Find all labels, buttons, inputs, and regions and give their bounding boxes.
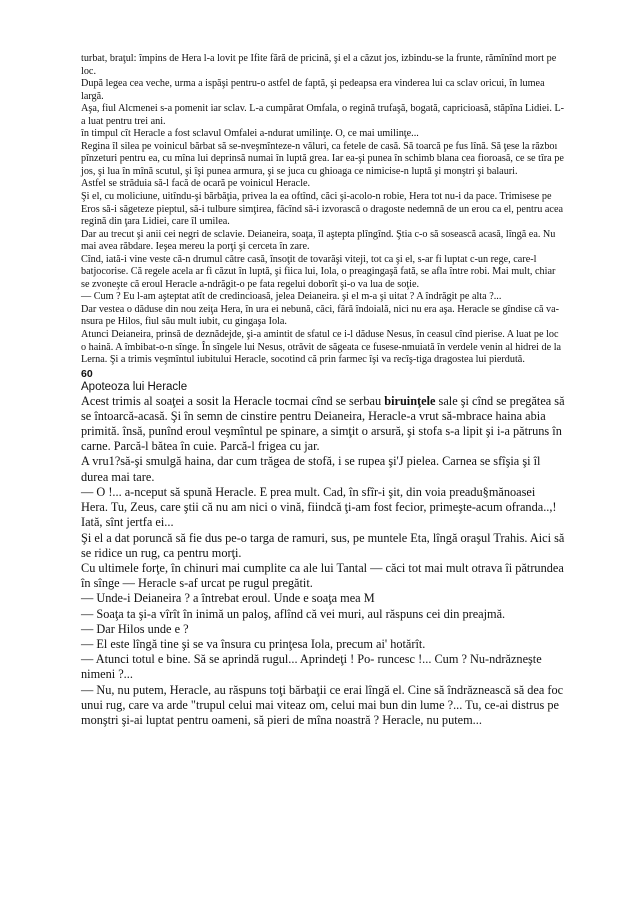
paragraph: Şi el, cu moliciune, uitîndu-şi bărbăţia, privea la ea oftînd, căci şi-acolo-n robie, Hera tot nu-i da pace. Trimisese pe Eros să-i săgeteze pieptul, să-i tulbure simţirea, făcînd să-i izvorască o dragoste nedemnă de un erou ca el, pentru acea regină din ţara Lidiei, care îl umilea.	[81, 191, 564, 228]
paragraph-text: sale şi cînd se pregătea să se întoarcă-acasă. Şi în semn de cinstire pentru Deianeira, Heracle-a vrut să-mbrace haina abia primită. însă, punînd eroul veşmîntul pe spinare, a simţit o arsură, şi stofa s-a lipit şi i-a pătruns în carne. Parcă-l bătea în cuie. Parcă-l frigea cu jar.	[81, 393, 565, 454]
paragraph: — Nu, nu putem, Heracle, au răspuns toţi bărbaţii ce erai lîngă el. Cine să îndrăznească să dea foc unui rug, care va arde "trupul celui mai viteaz om, celui mai bun din lume ?... Tu, ce-ai distrus pe monştri şi-ai luptat pentru oameni, să pieri de mîna noastră ? Heracle, nu putem...	[81, 682, 564, 727]
paragraph: — Atunci totul e bine. Să se aprindă rugul... Aprindeţi ! Po- runcesc !... Cum ? Nu-ndrăzneşte nimeni ?...	[81, 652, 542, 682]
paragraph: Regina îl silea pe voinicul bărbat să se-nveşmînteze-n văluri, ca fetele de casă. Să toarcă pe fus lînă. Să ţese la războı pînzeturi pentru ea, cu mîna lui deprinsă numai în luptă grea. Iar ea-şi punea în schimb blana cea fioroasă, ce se tîra pe jos, şi lua în mînă scutul, şi îşi punea armura, şi se juca cu ghioaga ce nimicise-n luptă şi monştri şi balauri.	[81, 140, 564, 177]
paragraph: — Soaţa ta şi-a vîrît în inimă un paloş, aflînd că vei muri, aul răspuns cei din preajmă.	[81, 606, 506, 621]
paragraph: — El este lîngă tine şi se va însura cu prinţesa Iola, precum ai' hotărît.	[81, 636, 426, 651]
paragraph: Astfel se străduia să-l facă de ocară pe voinicul Heracle.	[81, 178, 311, 190]
paragraph: Cu ultimele forţe, în chinuri mai cumplite ca ale lui Tantal — căci tot mai mult otrava îi pătrundea în sînge — Heracle s-af urcat pe rugul pregătit.	[81, 560, 564, 591]
paragraph: — Dar Hilos unde e ?	[81, 621, 189, 636]
paragraph: — Cum ? Eu l-am aşteptat atît de credincioasă, jelea Deianeira. şi el m-a şi uitat ? A îndrăgit pe alta ?...	[81, 291, 502, 303]
paragraph: Dar au trecut şi anii cei negri de sclavie. Deianeira, soaţa, îl aştepta plîngînd. Ştia c-o să sosească acasă, lîngă ea. Nu mai avea răbdare. Ieşea mereu la porţi şi cerceta în zare.	[81, 228, 556, 253]
paragraph: turbat, braţul: împins de Hera l-a lovit pe Ifite fără de pricină, şi el a căzut jos, izbindu-se la frunte, rămînînd mort pe loc.	[81, 53, 557, 77]
bold-word: biruinţele	[384, 393, 436, 408]
chapter-title: Apoteoza lui Heracle	[81, 380, 188, 393]
page-number: 60	[81, 367, 93, 380]
paragraph	[81, 394, 565, 455]
paragraph: în timpul cît Heracle a fost sclavul Omfalei a-ndurat umilinţe. O, ce mai umilinţe...	[81, 128, 419, 140]
paragraph: Atunci Deianeira, prinsă de deznădejde, şi-a amintit de sfatul ce i-l dăduse Nesus, în ceasul cînd pierise. A luat pe loc o haină. A îmbibat-o-n sînge. În sîngele lui Nesus, otrăvit de săgeata ce fusese-nmuiată în verdele venin al hidrei de la Lerna. Şi a trimis veşmîntul iubitului Heracle, socotind că prin farmec îşi va recîş-tiga dragostea lui pierdută.	[81, 329, 562, 366]
paragraph-text: Acest trimis al soaţei a sosit la Heracle tocmai cînd se serbau	[81, 393, 385, 408]
paragraph: După legea cea veche, urma a ispăşi pentru-o astfel de faptă, şi pedeapsa era vinderea lui ca sclav oricui, în lumea largă.	[81, 78, 545, 102]
paragraph: — O !... a-nceput să spună Heracle. E prea mult. Cad, în sfîr-i şit, din voia preadu§mănoasei Hera. Tu, Zeus, care ştii că nu am nici o vină, fiindcă ţi-am fost fecior, primeşte-acum ofranda..,! Iată, sînt jertfa ei...	[81, 484, 557, 530]
paragraph: Dar vestea o dăduse din nou zeiţa Hera, în ura ei nebună, căci, fără îndoială, nici nu era aşa. Heracle se gîndise că va-nsura pe Hilos, fiul său mult iubit, cu gingaşa Iola.	[81, 303, 560, 328]
text-section-top	[81, 53, 565, 367]
paragraph: Aşa, fiul Alcmenei s-a pomenit iar sclav. L-a cumpărat Omfala, o regină trufaşă, bogată, capricioasă, stăpîna Lidiei. L-a luat pentru trei ani.	[81, 103, 565, 127]
paragraph: Şi el a dat poruncă să fie dus pe-o targa de ramuri, sus, pe muntele Eta, lîngă oraşul Trahis. Aici să se ridice un rug, ca pentru morţi.	[81, 530, 565, 560]
text-section-bottom	[81, 394, 565, 728]
paragraph: Cînd, iată-i vine veste că-n drumul către casă, însoţit de tovarăşi viteji, tot ca şi el, s-ar fi luptat c-un rege, care-l batjocorise. Că regele acela ar fi căzut în luptă, şi fiica lui, Iola, o preagingaşă fată, se afla între robi. Mai mult, chiar se zvoneşte că eroul Heracle a-ndrăgit-o pe fata regelui doborît şi-o va lua de soţie.	[81, 253, 556, 290]
paragraph: A vru1?să-şi smulgă haina, dar cum trăgea de stofă, i se rupea şi'J pielea. Carnea se sfîşia şi îl durea mai tare.	[81, 454, 541, 484]
paragraph: — Unde-i Deianeira ? a întrebat eroul. Unde e soaţa mea M	[81, 591, 375, 606]
book-page	[81, 53, 565, 728]
